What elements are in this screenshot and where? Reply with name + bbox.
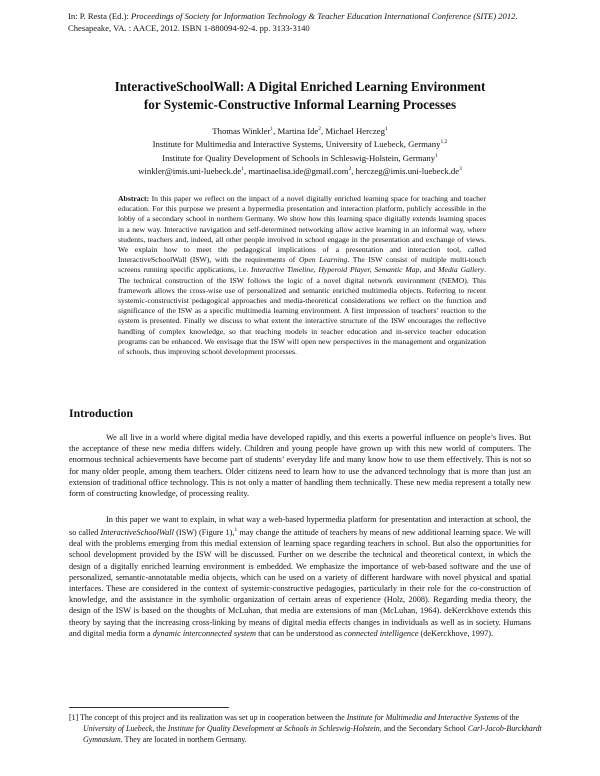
footnote-emphasis: Carl-Jacob-Burckhardt Gymnasium xyxy=(83,724,542,744)
abstract xyxy=(118,194,486,357)
footnote-text: The concept of this project and its realization was set up in cooperation between the xyxy=(78,713,347,722)
intro-paragraph-2 xyxy=(69,514,531,639)
separator: , xyxy=(273,125,278,136)
abstract-text: In this paper we reflect on the impact of a novel digitally enriched learning space for teaching and teacher education. For this purpose we present a hypermedia presentation and interaction platform, publicly accessible in the lobby of a secondary school in northern Germany. We show how this learning space digitally extends learning spaces in a new way. Interactive navigation and self-determined networking allow active learning in an informal way, where students, teachers and, indeed, all other people involved in school engage in the presentation and exchange of views. We explain how to meet the pedagogical implications of a presentation and interaction tool, called InteractiveSchoolWall (ISW), with the requirements of xyxy=(118,194,486,265)
paragraph-text: (ISW) (Figure 1), xyxy=(173,527,235,537)
author-name: Thomas Winkler xyxy=(212,125,271,136)
abstract-emphasis: Media Gallery xyxy=(438,265,485,275)
footnote-ref: 1 xyxy=(234,527,238,534)
author-emails xyxy=(70,164,530,177)
footnote-text: of the xyxy=(499,713,520,722)
abstract-emphasis: Interactive Timeline, Hyperoid Player, Semantic Map xyxy=(251,265,420,275)
author-sup: 1 xyxy=(270,126,274,132)
citation-suffix: . Chesapeake, VA. : AACE, 2012. ISBN 1-880094-92-4. pp. 3133-3140 xyxy=(68,11,518,33)
email-sup: 3 xyxy=(459,165,462,172)
separator: , xyxy=(351,165,356,176)
author-sup: 2 xyxy=(318,126,322,132)
footnote-text: . They are located in northern Germany. xyxy=(120,735,247,744)
footnote-divider xyxy=(69,707,229,708)
section-heading-introduction: Introduction xyxy=(69,406,134,420)
footnote-text: , and the Secondary School xyxy=(379,724,468,733)
citation-prefix: In: P. Resta (Ed.): xyxy=(68,11,132,21)
paragraph-emphasis: connected intelligence xyxy=(344,628,419,638)
footnote-marker: [1] xyxy=(69,713,79,722)
paragraph-text: (deKerckhove, 1997). xyxy=(418,628,494,638)
abstract-label: Abstract: xyxy=(118,194,150,203)
paragraph-emphasis: dynamic interconnected system xyxy=(152,628,257,638)
abstract-text: , and xyxy=(419,265,439,275)
email: herczeg@imis.uni-luebeck.de xyxy=(355,165,460,176)
email: winkler@imis.uni-luebeck.de xyxy=(138,165,242,176)
abstract-emphasis: Open Learning xyxy=(298,255,348,265)
citation-header xyxy=(68,10,538,34)
paragraph-text: may change the attitude of teachers by means of new additional learning space. We will deal with the problems emerging from this medial extension of learning space regarding teachers in school. But also the opportunities for school development provided by the ISW will be discussed. Further on we describe the technical and theoretical context, in which the design of a digitally enriched learning environment is embedded. We emphasize the importance of web-based software and the use of personalized, semantic-annotatable media objects, which can be used on a variety of different hardware with novel physical and spatial interfaces. These are considered in the context of systemic-constructive pedagogies, particularly in their role for the co-construction of knowledge, and the assistance in the symbolic organization of certain areas of experience (Holz, 2008). Regarding media theory, the design of the ISW is based on the thoughts of McLuhan, that media are extensions of man (McLuhan, 1964). deKerckhove extends this theory by saying that the increasing cross-linking by means of digital media effects changes in individuals as well as in society. Humans and digital media form a xyxy=(69,527,531,638)
abstract-text: . The ISW consist of multiple multi-touch screens running specific applications, i.e. xyxy=(118,255,486,275)
paragraph-emphasis: InteractiveSchoolWall xyxy=(100,527,174,537)
author-sup: 1 xyxy=(384,126,388,132)
author-block xyxy=(70,124,530,177)
footnote-emphasis: Institute for Multimedia and Interactive Systems xyxy=(346,713,500,722)
footnote-text: , the xyxy=(152,724,168,733)
email-sup: 2 xyxy=(348,165,352,172)
author-names xyxy=(70,124,530,137)
author-name: Michael Herczeg xyxy=(325,125,385,136)
affiliation-1 xyxy=(70,137,530,150)
affiliation-text: Institute for Multimedia and Interactive Systems, University of Luebeck, Germany xyxy=(152,139,441,150)
email: martinaelisa.ide@gmail.com xyxy=(248,165,349,176)
footnote xyxy=(69,712,545,745)
separator: , xyxy=(321,125,326,136)
paragraph-text: that can be understood as xyxy=(256,628,345,638)
paragraph-text: In this paper we want to explain, in what way a web-based hypermedia platform for presentation and interaction at school, the so called xyxy=(69,515,531,537)
separator: , xyxy=(243,165,249,176)
affiliation-text: Institute for Quality Development of Schools in Schleswig-Holstein, Germany xyxy=(162,152,436,163)
affiliation-sup: 1 xyxy=(435,152,438,159)
citation-proceedings: Proceedings of Society for Information Technology & Teacher Education International Conference (SITE) 2012 xyxy=(131,11,516,21)
author-name: Martina Ide xyxy=(277,125,319,136)
title-line-1: InteractiveSchoolWall: A Digital Enriched Learning Environment xyxy=(114,79,486,94)
footnote-emphasis: University of Luebeck xyxy=(83,724,153,733)
affiliation-2 xyxy=(70,151,530,164)
intro-paragraph-1: We all live in a world where digital media have developed rapidly, and this exerts a powerful influence on people’s lives. But the acceptance of these new media differs widely. Children and young people have grown up with this new world of computers. The enormous technical achievements have become part of students’ everyday life and many know how to use them effectively. This is not so for many older people, among them teachers. Older citizens need to learn how to use the advanced technology that is more than just an extension of traditional office technology. This is not only a matter of handling them technically. These new media represent a totally new form of constructing knowledge, of processing reality. xyxy=(69,433,531,499)
title-line-2: for Systemic-Constructive Informal Learning Processes xyxy=(143,97,457,112)
affiliation-sup: 1,2 xyxy=(440,139,448,146)
footnote-emphasis: Institute for Quality Development at Schools in Schleswig-Holstein xyxy=(167,724,380,733)
abstract-text: . The technical construction of the ISW follows the logic of a novel digital network environment (NEMO). This framework allows the cross-wise use of personalized and semantic enriched multimedia objects. Referring to recent systemic-constructivist pedagogical approaches and media-theoretical considerations we reflect on the function and significance of the ISW as a specific multimedia learning environment. A first impression of teachers’ reaction to the system is presented. Finally we discuss to what extent the interactive structure of the ISW encourages the reflective handling of complex knowledge, so that teaching models in teacher education and in-service teacher education programs can be enhanced. We envisage that the ISW will open new perspectives in the management and organization of schools, thus improving school development processes. xyxy=(118,265,486,357)
paper-title xyxy=(70,78,530,114)
email-sup: 1 xyxy=(241,165,244,172)
